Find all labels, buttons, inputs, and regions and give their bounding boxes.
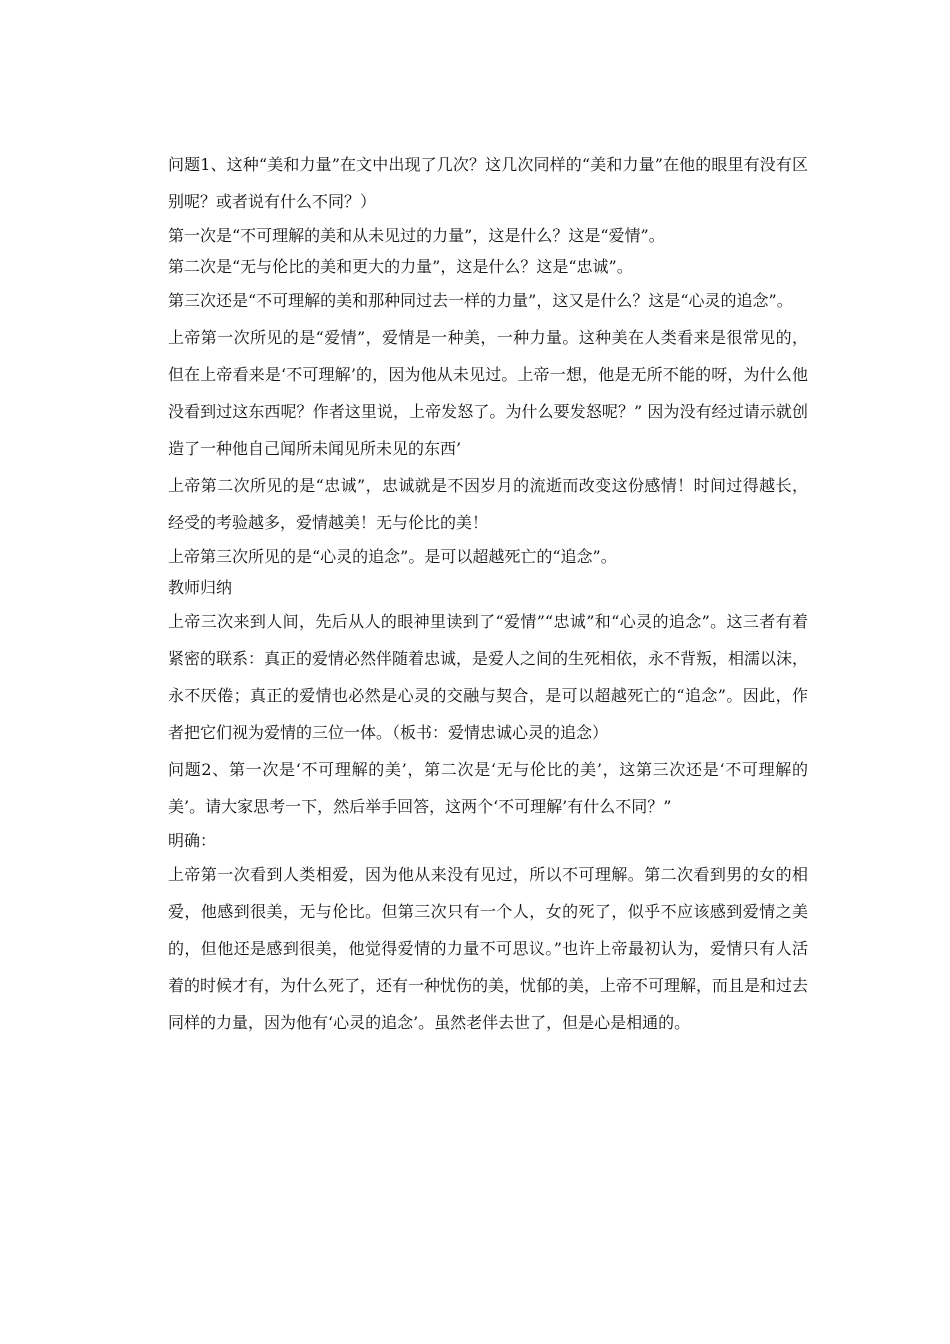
paragraph-god-second-saw: 上帝第二次所见的是“忠诚”，忠诚就是不因岁月的流逝而改变这份感情！时间过得越长，经受的考验越多，爱情越美！无与伦比的美！ xyxy=(168,476,808,532)
paragraph-second-time: 第二次是“无与伦比的美和更大的力量”，这是什么？这是“忠诚”。 xyxy=(168,257,633,276)
paragraph-clarify-answer: 上帝第一次看到人类相爱，因为他从来没有见过，所以不可理解。第二次看到男的女的相爱，他感到很美，无与伦比。但第三次只有一个人，女的死了，似乎不应该感到爱情之美的，但他还是感到很美，他觉得爱情的力量不可思议。”也许上帝最初认为，爱情只有人活着的时候才有，为什么死了，还有一种忧伤的美，忧郁的美，上帝不可理解，而且是和过去同样的力量，因为他有‘心灵的追念’。虽然老伴去世了，但是心是相通的。 xyxy=(168,865,809,1032)
paragraph-first-time: 第一次是“不可理解的美和从未见过的力量”，这是什么？这是“爱情”。 xyxy=(168,226,665,245)
paragraph-teacher-summary-heading: 教师归纳 xyxy=(168,578,233,597)
paragraph-question-1: 问题1、这种“美和力量”在文中出现了几次？这几次同样的“美和力量”在他的眼里有没有区别呢？或者说有什么不同？） xyxy=(168,155,808,211)
paragraph-god-first-saw: 上帝第一次所见的是“爱情”，爱情是一种美，一种力量。这种美在人类看来是很常见的，但在上帝看来是‘不可理解’的，因为他从未见过。上帝一想，他是无所不能的呀，为什么他没看到过这东西呢？作者这里说，上帝发怒了。为什么要发怒呢？” 因为没有经过请示就创造了一种他自己闻所未闻见所未见的东西’ xyxy=(168,328,808,458)
paragraph-third-time: 第三次还是“不可理解的美和那种同过去一样的力量”，这又是什么？这是“心灵的追念”。 xyxy=(168,291,793,310)
paragraph-question-2: 问题2、第一次是‘不可理解的美’，第二次是‘无与伦比的美’，这第三次还是‘不可理解的美’。请大家思考一下，然后举手回答，这两个‘不可理解’有什么不同？” xyxy=(168,760,808,816)
paragraph-god-third-saw: 上帝第三次所见的是“心灵的追念”。是可以超越死亡的“追念”。 xyxy=(168,547,617,566)
paragraph-clarify-heading: 明确： xyxy=(168,831,217,850)
document-body xyxy=(168,146,808,1041)
paragraph-teacher-summary: 上帝三次来到人间，先后从人的眼神里读到了“爱情”“忠诚”和“心灵的追念”。这三者有着紧密的联系：真正的爱情必然伴随着忠诚，是爱人之间的生死相依，永不背叛，相濡以沫，永不厌倦；真正的爱情也必然是心灵的交融与契合，是可以超越死亡的“追念”。因此，作者把它们视为爱情的三位一体。（板书：爱情忠诚心灵的追念） xyxy=(168,612,809,742)
